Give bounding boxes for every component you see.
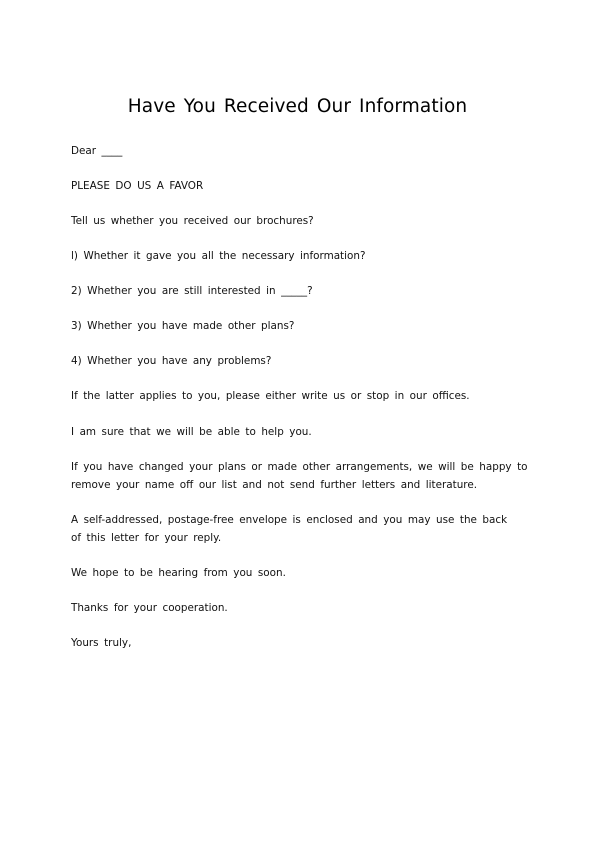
question-item: 2) Whether you are still interested in _____? (71, 285, 313, 297)
closing: Yours truly, (71, 637, 132, 649)
paragraph-line: of this letter for your reply. (71, 531, 222, 544)
document-title: Have You Received Our Information (127, 96, 468, 117)
question-item: l) Whether it gave you all the necessary information? (71, 250, 366, 262)
paragraph-line: A self-addressed, postage-free envelope is enclosed and you may use the back (71, 514, 508, 526)
question-item: 3) Whether you have made other plans? (71, 320, 295, 332)
question-item: 4) Whether you have any problems? (71, 355, 272, 367)
paragraph-envelope (71, 512, 531, 547)
intro-question: Tell us whether you received our brochures? (71, 215, 314, 227)
paragraph-latter: If the latter applies to you, please either write us or stop in our offices. (71, 390, 470, 402)
salutation: Dear ____ (71, 145, 123, 157)
paragraph-hope: We hope to be hearing from you soon. (71, 567, 286, 579)
paragraph-line: If you have changed your plans or made other arrangements, we will be happy to (71, 461, 528, 473)
paragraph-changed-plans (71, 459, 531, 494)
paragraph-help: I am sure that we will be able to help you. (71, 426, 312, 438)
paragraph-line: remove your name off our list and not send further letters and literature. (71, 478, 478, 491)
request-heading: PLEASE DO US A FAVOR (71, 180, 204, 192)
paragraph-thanks: Thanks for your cooperation. (71, 602, 228, 614)
